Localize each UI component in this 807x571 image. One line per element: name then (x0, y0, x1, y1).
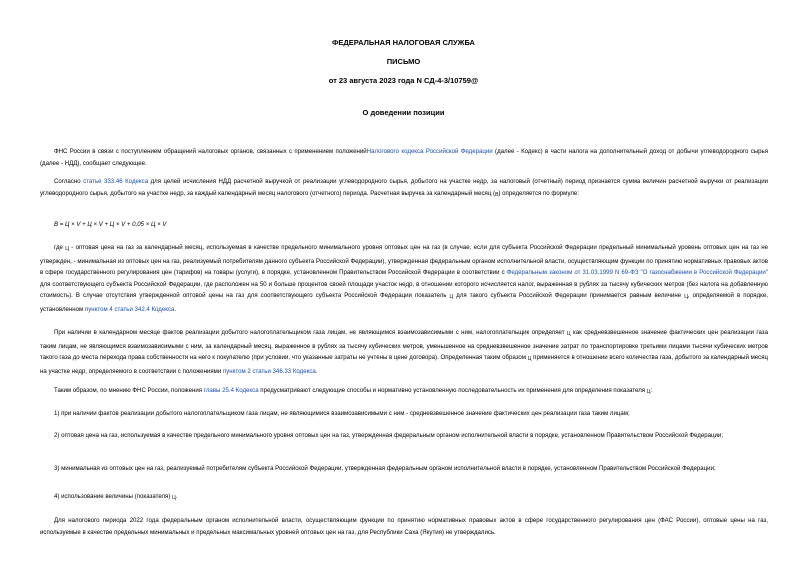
paragraph-realization (40, 327, 768, 377)
link-nk-rf[interactable]: Налогового кодекса Российской Федерации (366, 148, 493, 155)
text: - оптовая цена на газ за календарный месяц, используемая в качестве предельного минимального уровня оптовых цен на газ (в случае, если для субъекта Российской Федерации предельный минимальный уровень оптовых цен на газ не утвержден, - минимальная из оптовых цен на газ, реализуемый потребителям данного субъекта Российской Федерации), утвержденная федеральным органом исполнительной власти, осуществляющим функции по принятию нормативных правовых актов в сфере государственного регулирования цен (тарифов) на товары (услуги), в порядке, установленном Правительством Российской Федерации в соответствии с (40, 244, 768, 276)
doc-date-number: от 23 августа 2023 года N СД-4-3/10759@ (328, 76, 479, 85)
paragraph-conclusion (40, 385, 768, 399)
text: Таким образом, по мнению ФНС России, положения (54, 387, 204, 394)
text: . (174, 305, 177, 313)
text: для целей исчисления НДД расчетной выручкой от реализации углеводородного сырья, добытого на участке недр, за налоговый (отчетный) период признается сумма величин расчетной выручки от реализации углеводородного сырья, добытого на участке недр, за каждый календарный месяц налогового (отчетного) периода. Расчетная выручка за календарный месяц ( (40, 178, 769, 197)
list-item-4 (40, 491, 768, 505)
paragraph-revenue (40, 176, 768, 201)
text: как средневзвешенное значение фактических цен реализации газа таким лицам, не являющимся взаимозависимыми с ним, за календарный месяц, выраженное в рублях за тысячу кубических метров, уменьшенное на средневзвешенное значение затрат по транспортировке третьими лицами тысячи кубических метров такого газа до места перехода права собственности на него к покупателю (при условии, что указанные затраты не учтены в цене договора). Определенная таким образом (40, 329, 768, 361)
text: для такого субъекта Российской Федерации принимается равным величине (453, 292, 685, 299)
symbol-c-gas: Ц (566, 331, 571, 337)
text: : (650, 387, 653, 394)
formula: В = Ц × V + Ц × V + Ц × V + 0,05 × Ц × V (54, 221, 167, 228)
text: применяется в отношении всего количества газа, добытого за календарный месяц на участке недр, определяемого в соответствии с положениями (40, 354, 768, 375)
list-item-2: 2) оптовая цена на газ, используемая в качестве предельного минимального уровня оптовых цен на газ, утвержденная федеральным органом исполнительной власти в порядке, установленном Правительством Российской Федерации; (54, 432, 724, 439)
agency-title: ФЕДЕРАЛЬНАЯ НАЛОГОВАЯ СЛУЖБА (332, 38, 475, 47)
text: , определяемой в порядке, установленном (40, 292, 768, 313)
text: . (315, 367, 318, 375)
text: ) определяется по формуле: (498, 189, 579, 197)
symbol-c-krit: Ц (684, 294, 688, 300)
symbol-c-gas: Ц (527, 356, 532, 362)
link-p4-art-342-4[interactable]: пунктом 4 статьи 342.4 Кодекса (84, 305, 175, 313)
link-p2-art-346-33[interactable]: пунктом 2 статьи 346.33 Кодекса (222, 367, 316, 375)
symbol-c-ngr: Ц (172, 495, 176, 501)
text: При наличии в календарном месяце фактов реализации добытого налогоплательщиком газа лицам, не являющимся взаимозависимыми с ним, налогоплательщик определяет (54, 329, 567, 336)
text: Согласно (54, 178, 84, 185)
symbol-c-gas: Ц (65, 246, 69, 252)
list-item-3: 3) минимальная из оптовых цен на газ, реализуемый потребителям субъекта Российской Федерации, утвержденная федеральным органом исполнительной власти в порядке, установленном Правительством Российской Федерации; (54, 465, 716, 472)
paragraph-2022: Для налогового периода 2022 года федеральным органом исполнительной власти, осуществляющим функции по принятию нормативных правовых актов в сфере государственного регулирования цен (ФАС России), оптовые цены на газ, используемые в качестве предельных минимальных и предельных максимальных уровней оптовых цен на газ, для Республики Саха (Якутия) не утверждались. (40, 517, 768, 536)
text: предусматривают следующие способы и нормативно установленную последовательность их применения для определения показателя (258, 387, 647, 394)
list-item-1: 1) при наличии фактов реализации добытого налогоплательщиком газа лицам, не являющимися взаимозависимыми с ним - средневзвешенное значение фактических цен реализации газа таким лицам; (54, 410, 630, 417)
text: (далее - Кодекс) в части налога на дополнительный доход от добычи углеводородного сырья (далее - НДД), сообщает следующее. (40, 148, 768, 167)
doc-type: ПИСЬМО (386, 57, 421, 66)
symbol-c-gas: Ц (646, 389, 651, 395)
paragraph-intro (40, 146, 768, 169)
doc-subject: О доведении позиции (362, 108, 445, 117)
symbol-c-gas: Ц (449, 294, 454, 300)
text: где (54, 244, 66, 251)
symbol-v-month: В (495, 191, 499, 198)
link-art-333-46[interactable]: статье 333.46 Кодекса (83, 178, 149, 185)
text: для соответствующего субъекта Российской Федерации, где расположен на 50 и больше процентов своей площади участок недр, в отношении которого исчисляется налог, выраженная в рублях за тысячу кубических метров (без налога на добавленную стоимость). В случае отсутствия утвержденной оптовой цены на газ для соответствующего субъекта Российской Федерации показатель (40, 280, 768, 299)
text: 4) использование величины (показателя) (54, 493, 173, 500)
link-ch-25-4[interactable]: главы 25.4 Кодекса (203, 387, 259, 394)
link-fz-69[interactable]: Федеральным законом от 31.03.1999 N 69-ФЗ "О газоснабжении в Российской Федерации" (506, 269, 768, 276)
text: ФНС России в связи с поступлением обращений налоговых органов, связанных с применением положений (54, 148, 367, 155)
text: . (175, 493, 178, 500)
paragraph-definitions (40, 242, 768, 315)
